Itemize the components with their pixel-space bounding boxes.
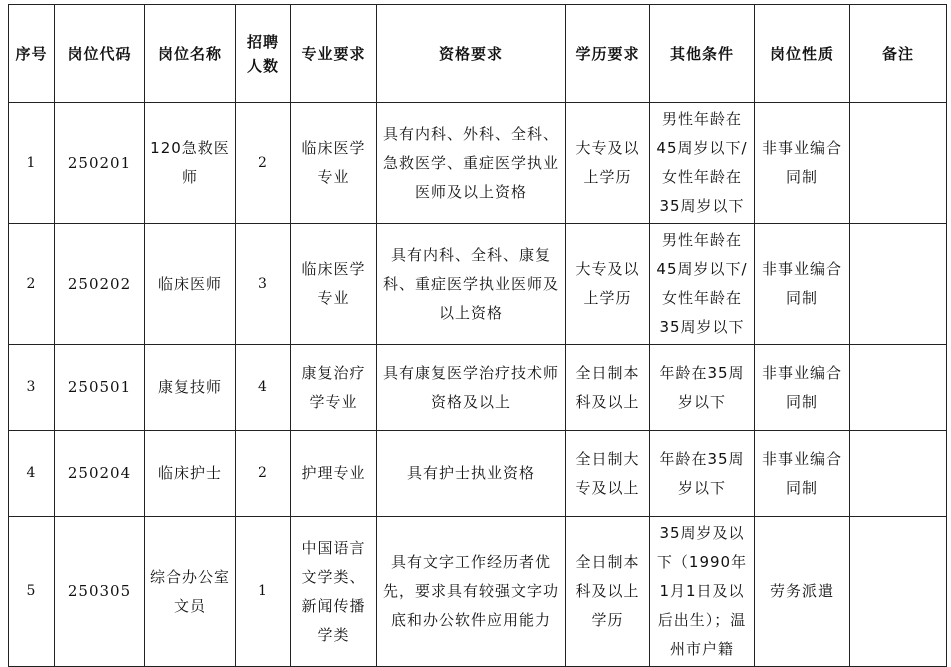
cell-index: 2 [9, 224, 55, 345]
cell-education: 全日制大专及以上 [566, 431, 650, 517]
cell-education: 全日制本科及以上 [566, 345, 650, 431]
cell-index: 1 [9, 103, 55, 224]
table-row [9, 431, 947, 517]
cell-other: 男性年龄在45周岁以下/女性年龄在35周岁以下 [650, 224, 755, 345]
cell-major: 临床医学专业 [291, 224, 377, 345]
cell-code: 250202 [55, 224, 145, 345]
cell-qualification: 具有文字工作经历者优先，要求具有较强文字功底和办公软件应用能力 [377, 517, 566, 667]
cell-code: 250501 [55, 345, 145, 431]
header-remark: 备注 [850, 5, 947, 103]
cell-qualification: 具有康复医学治疗技术师资格及以上 [377, 345, 566, 431]
cell-count: 3 [236, 224, 291, 345]
header-index: 序号 [9, 5, 55, 103]
cell-count: 2 [236, 431, 291, 517]
cell-qualification: 具有内科、全科、康复科、重症医学执业医师及以上资格 [377, 224, 566, 345]
cell-remark [850, 224, 947, 345]
cell-qualification: 具有护士执业资格 [377, 431, 566, 517]
cell-count: 4 [236, 345, 291, 431]
cell-index: 3 [9, 345, 55, 431]
cell-code: 250305 [55, 517, 145, 667]
cell-name: 临床医师 [145, 224, 236, 345]
cell-major: 中国语言文学类、新闻传播学类 [291, 517, 377, 667]
cell-index: 5 [9, 517, 55, 667]
cell-remark [850, 103, 947, 224]
cell-code: 250204 [55, 431, 145, 517]
cell-nature: 非事业编合同制 [755, 103, 850, 224]
cell-major: 康复治疗学专业 [291, 345, 377, 431]
header-qualification: 资格要求 [377, 5, 566, 103]
cell-count: 2 [236, 103, 291, 224]
table-row [9, 517, 947, 667]
cell-education: 大专及以上学历 [566, 224, 650, 345]
cell-education: 全日制本科及以上学历 [566, 517, 650, 667]
cell-other: 男性年龄在45周岁以下/女性年龄在35周岁以下 [650, 103, 755, 224]
header-other: 其他条件 [650, 5, 755, 103]
header-count: 招聘人数 [236, 5, 291, 103]
cell-other: 年龄在35周岁以下 [650, 431, 755, 517]
table-row [9, 224, 947, 345]
cell-name: 康复技师 [145, 345, 236, 431]
cell-major: 护理专业 [291, 431, 377, 517]
cell-nature: 劳务派遣 [755, 517, 850, 667]
cell-nature: 非事业编合同制 [755, 431, 850, 517]
header-code: 岗位代码 [55, 5, 145, 103]
cell-qualification: 具有内科、外科、全科、急救医学、重症医学执业医师及以上资格 [377, 103, 566, 224]
header-education: 学历要求 [566, 5, 650, 103]
cell-name: 综合办公室文员 [145, 517, 236, 667]
recruitment-table [8, 4, 947, 667]
cell-count: 1 [236, 517, 291, 667]
cell-remark [850, 517, 947, 667]
cell-other: 35周岁及以下（1990年1月1日及以后出生）；温州市户籍 [650, 517, 755, 667]
cell-nature: 非事业编合同制 [755, 224, 850, 345]
cell-name: 临床护士 [145, 431, 236, 517]
cell-name: 120急救医师 [145, 103, 236, 224]
cell-code: 250201 [55, 103, 145, 224]
cell-index: 4 [9, 431, 55, 517]
table-row [9, 345, 947, 431]
table-row [9, 103, 947, 224]
header-name: 岗位名称 [145, 5, 236, 103]
cell-remark [850, 431, 947, 517]
header-major: 专业要求 [291, 5, 377, 103]
cell-major: 临床医学专业 [291, 103, 377, 224]
cell-education: 大专及以上学历 [566, 103, 650, 224]
header-nature: 岗位性质 [755, 5, 850, 103]
cell-nature: 非事业编合同制 [755, 345, 850, 431]
cell-other: 年龄在35周岁以下 [650, 345, 755, 431]
header-row [9, 5, 947, 103]
cell-remark [850, 345, 947, 431]
